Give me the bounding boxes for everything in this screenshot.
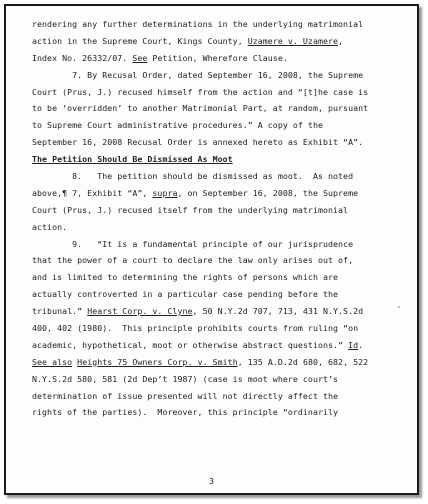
text-line (32, 219, 404, 236)
body-text: 400, 402 (1980). This principle prohibits courts from ruling “on (32, 323, 359, 334)
body-text: tribunal.” (32, 306, 88, 317)
text-line (32, 134, 404, 151)
text-line (32, 371, 404, 388)
body-text: . (358, 339, 364, 350)
document-page (4, 4, 419, 495)
body-text: actually controverted in a particular case pending before the (32, 289, 339, 300)
body-text: N.Y.S.2d 580, 581 (2d Dep’t 1987) (case is moot where court’s (32, 373, 339, 384)
document-body (32, 16, 404, 421)
body-text: September 16, 2008 Recusal Order is annexed hereto as Exhibit “A”. (32, 137, 364, 148)
text-line (32, 185, 404, 202)
body-text: , 50 N.Y.2d 707, 713, 431 N.Y.S.2d (192, 306, 364, 317)
body-text: and is limited to determining the rights of persons which are (32, 272, 339, 283)
body-text: Court (Prus, J.) recused itself from the underlying matrimonial (32, 204, 349, 215)
body-text: Petition, Wherefore Clause. (147, 52, 288, 63)
text-line (32, 151, 404, 168)
body-text: to Supreme Court administrative procedures.” A copy of the (32, 120, 323, 131)
scan-speck (398, 306, 400, 308)
body-text: above,¶ 7, Exhibit “A”, (32, 187, 153, 198)
body-text: action. (32, 221, 68, 232)
citation-text: Uzamere v. Uzamere (247, 35, 339, 46)
text-line (32, 16, 404, 33)
body-text: 8. The petition should be dismissed as moot. As noted (32, 171, 354, 182)
body-text: Index No. 26332/07. (32, 52, 133, 63)
citation-text: Hearst Corp. v. Clyne (87, 306, 193, 317)
text-line (32, 84, 404, 101)
text-line (32, 67, 404, 84)
body-text: , (338, 35, 344, 46)
body-text: determination of issue presented will not directly affect the (32, 390, 339, 401)
citation-text: Id (348, 339, 359, 350)
text-line (32, 303, 404, 320)
body-text: academic, hypothetical, moot or otherwise abstract questions.” (32, 339, 349, 350)
body-text: that the power of a court to declare the law only arises out of, (32, 255, 354, 266)
body-text: rendering any further determinations in the underlying matrimonial (32, 19, 364, 29)
text-line (32, 117, 404, 134)
page-number: 3 (209, 476, 214, 486)
text-line (32, 33, 404, 50)
citation-text: Heights 75 Owners Corp. v. Smith (77, 356, 238, 367)
text-line (32, 50, 404, 67)
text-line (32, 269, 404, 286)
body-text: Court (Prus, J.) recused himself from the action and “[t]he case is (32, 86, 369, 97)
body-text: rights of the parties). Moreover, this principle “ordinarily (32, 407, 339, 418)
text-line (32, 100, 404, 117)
body-text: to be ‘overridden’ to another Matrimonial Part, at random, pursuant (32, 103, 369, 114)
body-text: action in the Supreme Court, Kings County, (32, 35, 248, 46)
body-text: 7. By Recusal Order, dated September 16, 2008, the Supreme (32, 69, 364, 80)
citation-text: supra (152, 187, 178, 198)
text-line (32, 337, 404, 354)
text-line (32, 388, 404, 405)
text-line (32, 320, 404, 337)
text-line (32, 286, 404, 303)
text-line (32, 404, 404, 421)
text-line (32, 354, 404, 371)
body-text: , 135 A.D.2d 680, 682, 522 (237, 356, 369, 367)
text-line (32, 236, 404, 253)
body-text: , on September 16, 2008, the Supreme (177, 187, 359, 198)
text-line (32, 252, 404, 269)
section-heading: The Petition Should Be Dismissed As Moot (32, 154, 233, 165)
citation-text: See (132, 52, 148, 63)
citation-text: See also (32, 356, 73, 367)
text-line (32, 168, 404, 185)
text-line (32, 202, 404, 219)
body-text: 9. “It is a fundamental principle of our jurisprudence (32, 238, 354, 249)
